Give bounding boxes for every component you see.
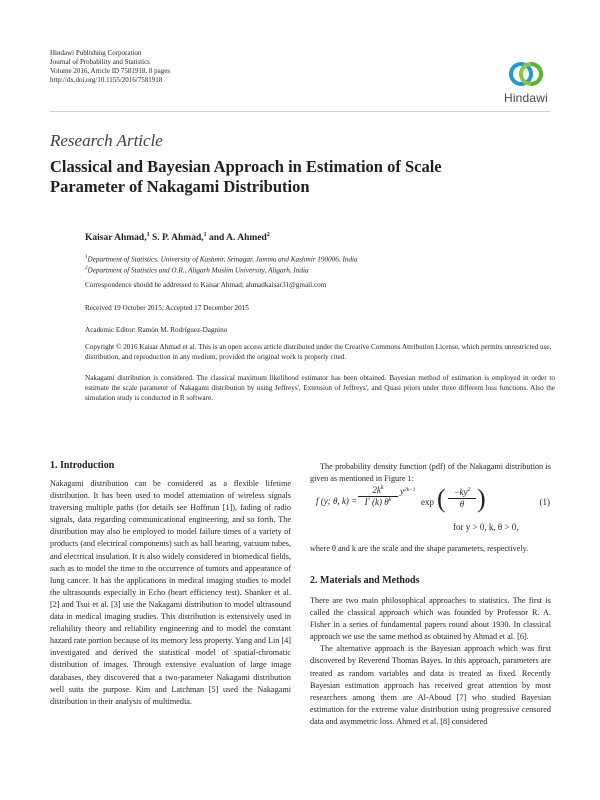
header-divider bbox=[50, 111, 550, 112]
equation-fraction-1: $2k^k$ Γ (k) $\theta^k$ bbox=[358, 485, 398, 507]
equation-1 bbox=[316, 483, 550, 533]
equation-fraction-2: $-ky^2$ θ bbox=[448, 487, 476, 509]
doi-link[interactable]: http://dx.doi.org/10.1155/2016/7581918 bbox=[50, 76, 163, 84]
paragraph: There are two main philosophical approaches to statistics. The first is called the classical approach which was founded by Professor R. A. Fisher in a series of fundamental papers round about 1930. In classical approach we use the same method as obtained by Ahmad et al. [6]. bbox=[310, 596, 551, 642]
article-type: Research Article bbox=[50, 131, 163, 150]
hindawi-logo-text: Hindawi bbox=[503, 91, 549, 105]
equation-y-power: $y^{2k-1}$ bbox=[400, 486, 416, 496]
author-affiliation-mark: 1 bbox=[146, 232, 150, 238]
equation-right-paren: ) bbox=[477, 484, 486, 513]
publication-info bbox=[50, 49, 170, 85]
affiliations bbox=[85, 253, 555, 276]
paragraph: The alternative approach is the Bayesian approach which was first discovered by Reverend Thomas Bayes. In this approach, parameters are treated as random variables and data is treated as fixed. Recently Bayesian estimation approach has received great attention by most researchers among them are Al-Aboud [7] who studied Bayesian estimation for the extreme value distribution using progressive censored data and asymmetric loss. Ahmed et al. [8] considered bbox=[310, 644, 551, 726]
author-affiliation-mark: 2 bbox=[266, 232, 270, 238]
correspondence: Correspondence should be addressed to Kaisar Ahmad; ahmadkaisar31@gmail.com bbox=[85, 281, 327, 289]
affiliation-line: $^2$Department of Statistics and O.R., Aligarh Muslim University, Aligarh, India bbox=[85, 266, 309, 275]
author-list bbox=[85, 232, 270, 243]
affiliation-line: $^1$Department of Statistics, University of Kashmir, Srinagar, Jammu and Kashmir 190006, India bbox=[85, 255, 358, 264]
section-heading-materials-methods: 2. Materials and Methods bbox=[310, 575, 420, 586]
materials-methods-body bbox=[310, 595, 551, 728]
received-dates: Received 19 October 2015; Accepted 17 December 2015 bbox=[85, 304, 249, 312]
equation-lhs: f (y; θ, k) = bbox=[316, 496, 358, 506]
equation-left-paren: ( bbox=[437, 484, 446, 513]
journal-name: Journal of Probability and Statistics bbox=[50, 58, 150, 66]
author-affiliation-mark: 1 bbox=[203, 232, 207, 238]
author-name: and A. Ahmed bbox=[206, 233, 267, 244]
equation-condition: for y > 0, k, θ > 0, bbox=[453, 522, 519, 532]
academic-editor: Academic Editor: Ramón M. Rodríguez-Dagnino bbox=[85, 326, 228, 334]
author-name: Kaisar Ahmad, bbox=[85, 233, 147, 244]
paper-title: Classical and Bayesian Approach in Estimation of Scale Parameter of Nakagami Distribution bbox=[50, 157, 442, 196]
copyright-notice: Copyright © 2016 Kaisar Ahmad et al. This is an open access article distributed under the Creative Commons Attribution License, which permits unrestricted use, distribution, and reproduction in any medium, provided the original work is properly cited. bbox=[85, 343, 552, 361]
equation-exp: exp bbox=[421, 497, 434, 507]
author-name: S. P. Ahmad, bbox=[149, 233, 204, 244]
pdf-intro-paragraph: The probability density function (pdf) of the Nakagami distribution is given as mentioned in Figure 1: bbox=[310, 462, 551, 484]
abstract: Nakagami distribution is considered. The classical maximum likelihood estimator has been obtained. Bayesian method of estimation is employed in order to estimate the scale parameter of Nakagami distribution by using Jeffreys', Extension of Jeffreys', and Quasi priors under three different loss functions. Also the simulation study is conducted in R software. bbox=[85, 374, 555, 402]
volume-info: Volume 2016, Article ID 7581918, 8 pages bbox=[50, 67, 171, 75]
publisher-name: Hindawi Publishing Corporation bbox=[50, 49, 142, 57]
parameter-description: where θ and k are the scale and the shape parameters, respectively. bbox=[310, 544, 529, 553]
introduction-paragraph: Nakagami distribution can be considered as a flexible lifetime distribution. It has been used to model attenuation of wireless signals traversing multiple paths (for details see Hoffman [1]), fading of radio signals, data regarding communicational engineering, and so forth. The distribution may also be employed to model failure times of a variety of products (and electrical components) such as ball bearing, vacuum tubes, and electrical insulation. It is also widely considered in biomedical fields, such as to model the time to the occurrence of tumors and appearance of lung cancer. It has the applications in medical imaging studies to model the ultrasounds especially in Echo (heart efficiency test). Shanker et al. [2] and Tsui et al. [3] use the Nakagami distribution to model ultrasound data in medical imaging studies. This distribution is extensively used in reliability theory and reliability engineering and to model the constant hazard rate portion because of its memory less property. Yang and Lin [4] investigated and derived the statistical model of spatial-chromatic distribution of images. Through extensive evaluation of large image databases, they discovered that a two-parameter Nakagami distribution well suits the purpose. Kim and Latchman [5] used the Nakagami distribution in their analysis of multimedia. bbox=[50, 479, 292, 706]
equation-number: (1) bbox=[539, 497, 550, 507]
section-heading-introduction: 1. Introduction bbox=[50, 460, 115, 471]
